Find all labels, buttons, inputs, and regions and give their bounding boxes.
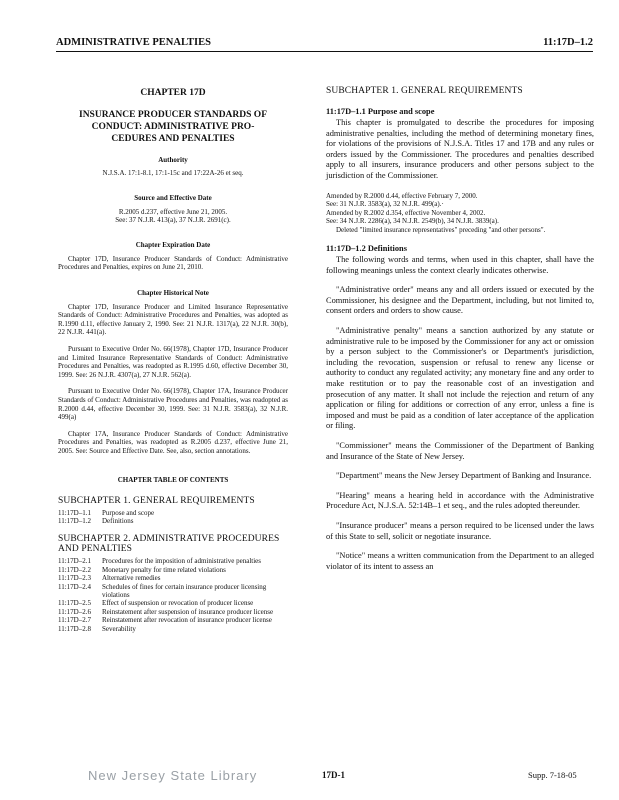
history-paragraph-2: Pursuant to Executive Order No. 66(1978), Chapter 17D, Insurance Producer and Limited Insurance Representative Standards of Conduct: Administrative Procedures and Penalties, was readopted as R.1995 d.60, effective December 30, 1999. See: 26 N.J.R. 4307(a), 27 N.J.R. 562(a). [58,345,288,379]
toc-item[interactable] [58,574,288,582]
page-number: 17D-1 [322,770,345,780]
amendment-line-1: Amended by R.2000 d.44, effective February 7, 2000. [326,191,478,200]
toc-item-title: Purpose and scope [102,508,155,517]
toc-item[interactable] [58,599,288,607]
library-watermark-logo: New Jersey State Library [88,768,258,783]
toc-subchapter-1: SUBCHAPTER 1. GENERAL REQUIREMENTS [58,495,255,506]
definition-administrative-penalty: "Administrative penalty" means a sanction authorized by any statute or administrative rule to be imposed by the Commissioner for any act or omission by a person subject to the Commissioner's or Department's jurisdiction, including the revocation, suspension or refusal to renew any license or authority to conduct any regulated activity; any monetary fine and any order to make restitution or to pay the reasonable cost of an investigation and prosecution of any matter. It shall not include the rejection and return of any application or filing for additions or correction of any error, unless a fine is imposed and must be paid as a condition of later acceptance of the application or filing. [326,326,594,431]
definition-notice: "Notice" means a written communication from the Department to an alleged violator of its intent to assess an [326,551,594,571]
toc-item[interactable] [58,608,288,616]
toc-item-title: Definitions [102,517,134,525]
history-paragraph-3: Pursuant to Executive Order No. 66(1978), Chapter 17A, Insurance Producer Standards of Conduct: Administrative Procedures and Penalties, was readopted as R.2000 d.44, effective December 30, 1999. See: 31 N.J.R. 3583(a), 32 N.J.R. 499(a) [58,387,288,422]
toc-item-number: 11:17D–2.2 [58,565,91,574]
toc-item[interactable] [58,583,288,600]
toc-item-title: Severability [102,624,136,633]
chapter-title-line-1: INSURANCE PRODUCER STANDARDS OF [79,110,267,120]
section-1-1-heading: 11:17D–1.1 Purpose and scope [326,107,435,116]
toc-item[interactable] [58,517,288,525]
definition-department: "Department" means the New Jersey Department of Banking and Insurance. [336,471,592,481]
toc-item-number: 11:17D–2.4 [58,582,91,591]
toc-item[interactable] [58,625,288,633]
amendment-line-2: See: 31 N.J.R. 3583(a), 32 N.J.R. 499(a).· [326,200,444,209]
toc-item-title: Schedules of fines for certain insurance producer licensing violations [102,582,267,600]
amendment-line-3: Amended by R.2002 d.354, effective November 4, 2002. [326,208,486,217]
toc-item-number: 11:17D–2.5 [58,599,91,608]
toc-item-title: Effect of suspension or revocation of producer license [102,599,254,608]
definition-administrative-order: "Administrative order" means any and all orders issued or executed by the Commissioner, his designee and the Department, including, but not limited to, consent orders and orders to show cause. [326,285,594,316]
toc-subchapter-2-line-1: SUBCHAPTER 2. ADMINISTRATIVE PROCEDURES [58,534,280,545]
toc-item[interactable] [58,509,288,517]
right-column [326,86,594,572]
authority-heading: Authority [158,156,188,164]
toc-item-number: 11:17D–1.1 [58,508,91,517]
amendment-line-5: Deleted "limited insurance representatives" preceding "and other persons". [336,225,546,234]
amendment-history [326,192,594,235]
source-line-2: See: 37 N.J.R. 413(a), 37 N.J.R. 2691(c). [115,216,231,224]
header-section-range: 11:17D–1.2 [543,37,593,48]
definition-commissioner: "Commissioner" means the Commissioner of the Department of Banking and Insurance of the State of New Jersey. [326,440,594,461]
toc-item-number: 11:17D–2.8 [58,624,91,633]
header-title: ADMINISTRATIVE PENALTIES [56,37,211,48]
toc-item-title: Procedures for the imposition of administrative penalties [102,557,262,566]
toc-subchapter-2-list [58,557,288,633]
chapter-title-line-3: CEDURES AND PENALTIES [111,134,235,144]
history-paragraph-4: Chapter 17A, Insurance Producer Standards of Conduct: Administrative Procedures and Penalties, was readopted as R.2005 d.237, effective June 21, 2005. See: Source and Effective Date. See, also, section annotations. [58,429,288,455]
toc-item[interactable] [58,616,288,624]
toc-item-number: 11:17D–2.3 [58,574,91,583]
chapter-title [58,109,288,145]
toc-subchapter-2-line-2: AND PENALTIES [58,544,133,555]
expiration-text: Chapter 17D, Insurance Producer Standards of Conduct: Administrative Procedures and Penalties, expires on June 21, 2010. [58,254,288,272]
toc-item-number: 11:17D–2.1 [58,557,91,566]
toc-item-number: 11:17D–2.7 [58,616,91,625]
chapter-title-line-2: CONDUCT: ADMINISTRATIVE PRO- [91,122,255,132]
toc-subchapter-2 [58,534,288,554]
toc-item[interactable] [58,566,288,574]
toc-item-number: 11:17D–2.6 [58,607,91,616]
toc-item-title: Reinstatement after suspension of insurance producer license [102,607,274,616]
source-heading: Source and Effective Date [134,193,212,202]
page-footer [0,768,619,788]
expiration-heading: Chapter Expiration Date [135,240,211,249]
subchapter-heading: SUBCHAPTER 1. GENERAL REQUIREMENTS [326,86,523,96]
definition-insurance-producer: "Insurance producer" means a person required to be licensed under the laws of this State to sell, solicit or negotiate insurance. [326,520,594,541]
chapter-number: CHAPTER 17D [140,88,206,98]
toc-item-number: 11:17D–1.2 [58,517,91,525]
section-1-2-intro: The following words and terms, when used in this chapter, shall have the following meanings unless the context clearly indicates otherwise. [326,255,594,275]
toc-item[interactable] [58,557,288,565]
supplement-date: Supp. 7-18-05 [528,770,577,780]
running-header [56,37,593,52]
toc-heading: CHAPTER TABLE OF CONTENTS [117,475,229,484]
toc-item-title: Reinstatement after revocation of insurance producer license [102,616,272,625]
toc-item-title: Alternative remedies [102,574,161,583]
left-column [58,88,288,633]
toc-subchapter-1-list [58,509,288,526]
section-1-2-heading: 11:17D–1.2 Definitions [326,244,407,254]
history-heading: Chapter Historical Note [137,288,209,297]
definition-hearing: "Hearing" means a hearing held in accordance with the Administrative Procedure Act, N.J.S.A. 52:14B–1 et seq., and the rules adopted thereunder. [326,490,594,511]
toc-item-title: Monetary penalty for time related violations [102,565,226,574]
source-line-1: R.2005 d.237, effective June 21, 2005. [118,207,228,216]
authority-text: N.J.S.A. 17:1-8.1, 17:1-15c and 17:22A-26 et seq. [102,169,244,177]
section-1-1-text: This chapter is promulgated to describe the procedures for imposing administrative penalties, including the method of determining monetary fines, for violations of the provisions of N.J.S.A. Titles 17 and 17B and any rules or orders issued by the Commissioner. The procedures and penalties described apply to all insurers, insurance producers and other persons subject to the jurisdiction of the Commissioner. [326,118,594,180]
history-paragraph-1: Chapter 17D, Insurance Producer and Limited Insurance Representative Standards of Conduct: Administrative Procedures and Penalties, was adopted as R.1990 d.11, effective January 2, 1990. See: 21 N.J.R. 1317(a), 22 N.J.R. 30(b), 22 N.J.R. 441(a). [58,302,288,337]
amendment-line-4: See: 34 N.J.R. 2286(a), 34 N.J.R. 2549(b), 34 N.J.R. 3839(a). [326,217,499,226]
